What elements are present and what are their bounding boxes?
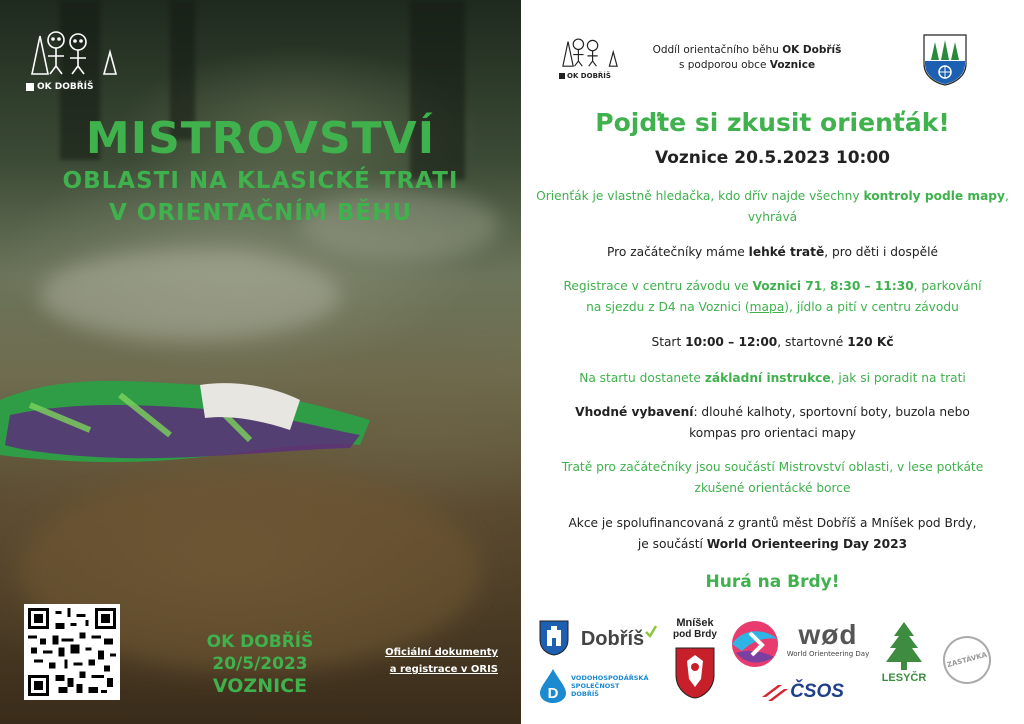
paragraph-instructions	[531, 368, 1014, 389]
text-bold: základní instrukce	[704, 371, 831, 385]
paragraph-equipment	[531, 402, 1014, 444]
text-bold: 8:30 – 11:30	[829, 279, 914, 293]
water-drop-icon	[539, 668, 567, 704]
text-span: : dlouhé kalhoty, sportovní boty, buzola nebo	[693, 405, 970, 419]
qr-code[interactable]	[24, 604, 120, 700]
text-bold: kontroly podle mapy	[863, 189, 1005, 203]
checkmark-icon	[645, 625, 657, 639]
zastavka-text: ZASTÁVKA	[946, 650, 988, 670]
text-span: je součástí	[637, 537, 707, 551]
orienteering-jersey-image	[0, 360, 380, 470]
text-span: , parkování	[913, 279, 982, 293]
title-line-2: OBLASTI NA KLASICKÉ TRATI	[62, 168, 459, 194]
event-place: VOZNICE	[212, 675, 308, 697]
dobris-logo-text: Dobříš	[580, 627, 645, 650]
dobris-logo	[579, 622, 659, 656]
csos-text: ČSOS	[790, 681, 844, 702]
club-brand-small: OK DOBŘÍŠ	[567, 72, 611, 80]
dobris-crest-icon	[539, 620, 569, 656]
paragraph-registration	[531, 276, 1014, 318]
event-summary	[180, 631, 340, 697]
text-bold: Voznici 71	[752, 279, 823, 293]
mnisek-line-2: pod Brdy	[673, 629, 717, 640]
event-datetime: Voznice 20.5.2023 10:00	[654, 148, 890, 168]
mnisek-logo	[667, 612, 723, 646]
dobris-crest-logo	[539, 620, 569, 656]
csos-stripes-icon	[760, 681, 788, 703]
wod-subtitle: World Orienteering Day	[786, 650, 870, 658]
zastavka-logo	[941, 634, 993, 686]
club-logo	[26, 28, 122, 92]
kids-drawing-icon	[559, 36, 621, 68]
brand-square-icon	[26, 83, 34, 91]
text-bold: 10:00 – 12:00	[685, 335, 778, 349]
mnisek-crest-icon	[675, 647, 715, 699]
text-span: Start	[651, 335, 686, 349]
vodo-line-1: VODOHOSPODÁŘSKÁ	[571, 674, 649, 682]
paragraph-start	[531, 332, 1014, 353]
mnisek-line-1: Mníšek	[676, 617, 714, 629]
organizer-club: OK Dobříš	[782, 44, 842, 56]
paragraph-funding	[531, 513, 1014, 555]
event-date: 20/5/2023	[212, 654, 308, 674]
oris-documents-link[interactable]	[368, 644, 498, 678]
kids-drawing-icon	[26, 28, 122, 76]
text-span: , jak si poradit na trati	[830, 371, 966, 385]
closing-slogan: Hurá na Brdy!	[705, 572, 840, 592]
moss-patch	[40, 250, 340, 340]
zastavka-stamp	[938, 631, 997, 690]
text-bold: lehké tratě	[748, 245, 825, 259]
text-span: , vyhrává	[747, 189, 1009, 224]
info-panel	[521, 0, 1024, 724]
headline: Pojďte si zkusit orienťák!	[595, 108, 950, 137]
paragraph-championship	[531, 457, 1014, 499]
water-drop-letter: D	[547, 685, 559, 702]
wod-emblem-logo	[727, 618, 783, 670]
text-span: na sjezdu z D4 na Voznici (	[586, 300, 750, 314]
organizer-line-1: Oddíl orientačního běhu	[652, 44, 783, 56]
text-span: ,	[822, 279, 830, 293]
spruce-tree-icon	[884, 620, 924, 672]
club-brand: OK DOBŘÍŠ	[37, 82, 94, 92]
wod-text: wød	[798, 619, 858, 650]
qr-code-icon	[28, 608, 116, 696]
text-span: Pro začátečníky máme	[607, 245, 749, 259]
title-line-3: V ORIENTAČNÍM BĚHU	[108, 200, 413, 226]
organizer-line-2: s podporou obce	[678, 59, 770, 71]
vodo-line-3: DOBŘÍŠ	[571, 690, 599, 698]
text-span: ), jídlo a pití v centru závodu	[784, 300, 959, 314]
text-bold: 120 Kč	[847, 335, 894, 349]
organizer-text	[647, 43, 847, 73]
text-span: Registrace v centru závodu ve	[563, 279, 753, 293]
wod-emblem-icon	[728, 619, 782, 669]
vodohospodarska-logo	[539, 664, 669, 708]
text-span: Tratě pro začátečníky jsou součástí Mistrovství oblasti, v lese potkáte	[561, 460, 984, 474]
vodo-line-2: SPOLEČNOST	[571, 682, 620, 690]
voznice-coat-of-arms-icon	[923, 34, 967, 86]
map-link[interactable]: mapa	[749, 300, 785, 314]
text-span: Na startu dostanete	[579, 371, 705, 385]
text-span: Orienťák je vlastně hledačka, kdo dřív najde všechny	[536, 189, 864, 203]
text-span: Akce je spolufinancovaná z grantů měst Dobříš a Mníšek pod Brdy,	[568, 516, 977, 530]
mnisek-crest-logo	[673, 646, 717, 700]
lesy-cr-text: LESYČR	[881, 672, 927, 684]
paragraph-tracks	[531, 242, 1014, 263]
text-span: kompas pro orientaci mapy	[689, 426, 856, 440]
wod-logo	[783, 620, 873, 658]
club-logo-small	[559, 36, 621, 80]
vodohospodarska-text	[571, 674, 648, 698]
text-bold: World Orienteering Day 2023	[706, 537, 908, 551]
event-title	[0, 113, 521, 229]
brand-square-icon	[559, 73, 565, 79]
oris-link-line-1[interactable]: Oficiální dokumenty	[385, 647, 498, 658]
csos-logo	[757, 678, 847, 706]
organizer-village: Voznice	[769, 59, 816, 71]
event-club: OK DOBŘÍŠ	[206, 632, 314, 652]
text-span: , pro děti i dospělé	[824, 245, 938, 259]
text-bold: Vhodné vybavení	[575, 405, 694, 419]
title-line-1: MISTROVSTVÍ	[85, 113, 436, 164]
oris-link-line-2[interactable]: a registrace v ORIS	[389, 664, 498, 675]
text-span: , startovné	[777, 335, 848, 349]
lesy-cr-logo	[877, 614, 931, 690]
text-span: zkušené orientácké borce	[694, 481, 851, 495]
paragraph-intro	[531, 186, 1014, 228]
